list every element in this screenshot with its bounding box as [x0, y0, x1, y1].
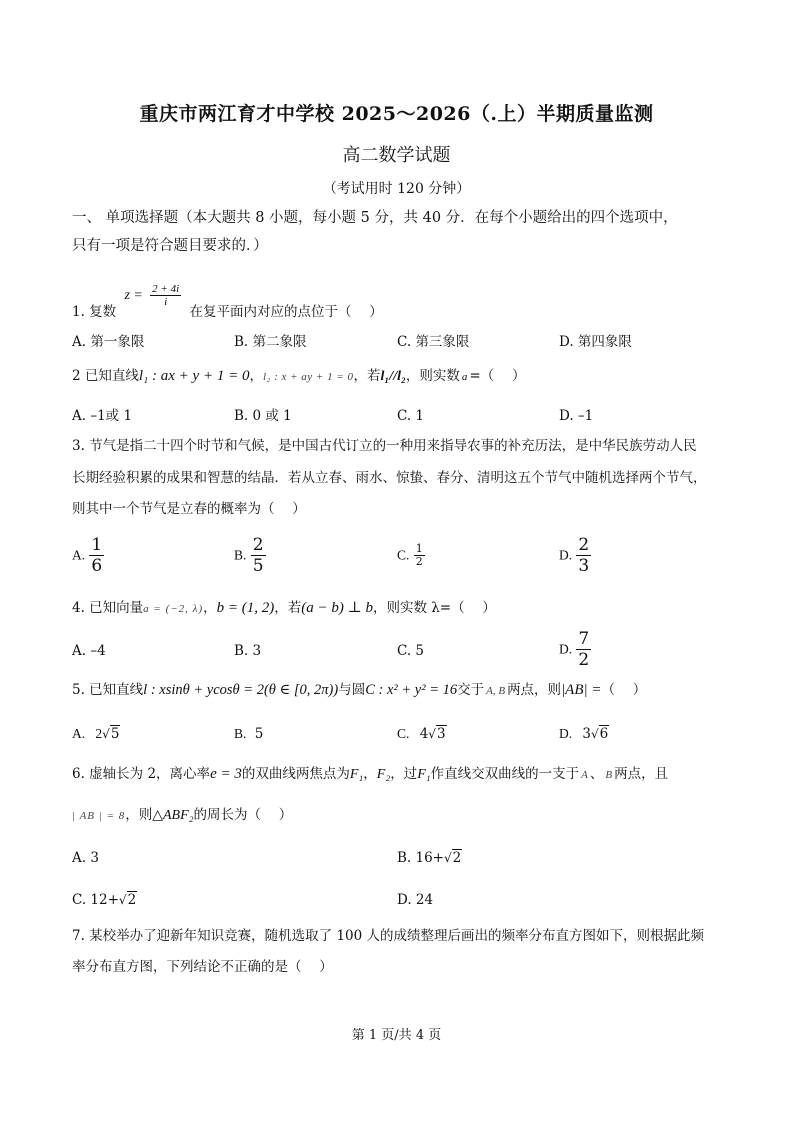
- q2-line2-eq: l₂ : x + ay + 1 = 0: [262, 371, 354, 383]
- exam-time-note: （考试用时 120 分钟）: [322, 181, 471, 197]
- question-1-stem: [72, 268, 383, 322]
- q6-line1-d: 作直线交双曲线的一支于: [430, 766, 580, 782]
- q4-option-a[interactable]: A. –4: [72, 643, 106, 659]
- q3-opt-a-den: 6: [91, 556, 103, 576]
- q6-option-b[interactable]: B. 16+√2: [397, 850, 462, 866]
- q2-mid: ，若: [353, 368, 381, 384]
- q6-triangle: △ABF₂: [152, 808, 194, 823]
- q5-opt-c-coef: 4: [419, 726, 429, 742]
- q6-point-b: B: [605, 769, 613, 781]
- q6-eccentricity: e = 3: [210, 766, 242, 782]
- q5-opt-c-label: C.: [397, 726, 410, 741]
- q6-opt-c-radicand: 2: [127, 892, 137, 908]
- q1-option-a[interactable]: A. 第一象限: [72, 334, 145, 350]
- q1-option-d[interactable]: D. 第四象限: [559, 334, 632, 350]
- section-heading-line1: 一、 单项选择题（本大题共 8 小题，每小题 5 分，共 40 分．在每个小题给出的四个选项中，: [72, 210, 678, 226]
- q2-option-b[interactable]: B. 0 或 1: [234, 408, 292, 424]
- q4-opt-d-den: 2: [578, 650, 590, 670]
- q5-end: （ ）: [601, 682, 647, 698]
- question-5-stem: [72, 680, 646, 701]
- q5-opt-a-label: A.: [72, 726, 86, 741]
- q5-abs: |AB| =: [561, 682, 602, 698]
- q3-opt-c-den: 2: [415, 555, 423, 568]
- q4-vector-a: a = (−2, λ): [143, 603, 204, 615]
- q4-condition: (a − b) ⊥ b: [301, 600, 373, 616]
- question-6-line1: [72, 764, 668, 785]
- q4-opt-d-num: 7: [578, 629, 590, 649]
- q7-line2: 率分布直方图，下列结论不正确的是（ ）: [72, 959, 333, 975]
- q5-suffix2: 两点，则: [507, 682, 562, 698]
- q3-opt-c-num: 1: [415, 542, 423, 555]
- q5-option-c[interactable]: C. 4√3: [397, 726, 446, 742]
- q3-opt-b-fraction: [251, 535, 266, 576]
- q5-opt-a-coef: 2: [95, 726, 103, 741]
- q2-condition: l₁//l₂: [380, 369, 406, 384]
- q3-option-d[interactable]: [559, 535, 591, 576]
- q5-option-a[interactable]: A. 2√5: [72, 726, 120, 742]
- q2-suffix: ，则实数: [405, 368, 460, 384]
- q7-line1: 7. 某校举办了迎新年知识竞赛，随机选取了 100 人的成绩整理后画出的频率分布直方图如下，则根据此频: [72, 928, 705, 944]
- q4-option-c[interactable]: C. 5: [397, 643, 425, 659]
- q2-end: =（ ）: [469, 368, 526, 384]
- q4-opt-d-label: D.: [559, 641, 573, 657]
- q6-line2-b: 的周长为（ ）: [193, 807, 293, 823]
- q3-opt-c-label: C.: [397, 547, 410, 563]
- q2-prefix: 2 已知直线: [72, 368, 139, 384]
- q2-sep: ，: [249, 368, 263, 384]
- q3-opt-d-fraction: [576, 535, 591, 576]
- page-footer: 第 1 页/共 4 页: [351, 1028, 442, 1043]
- q4-suffix: ，则实数 λ=（ ）: [372, 600, 496, 616]
- q6-opt-c-text: C. 12+: [72, 892, 119, 908]
- q5-opt-d-coef: 3: [582, 726, 592, 742]
- question-4-stem: [72, 598, 496, 619]
- q1-z-lhs: z =: [124, 287, 143, 303]
- q5-points: A, B: [486, 685, 506, 697]
- q6-f1-again: F₁: [417, 767, 431, 782]
- q1-option-c[interactable]: C. 第三象限: [397, 334, 470, 350]
- q3-line3: 则其中一个节气是立春的概率为（ ）: [72, 501, 306, 517]
- q5-opt-d-radicand: 6: [599, 726, 609, 742]
- q2-line1-eq: l₁ : ax + y + 1 = 0: [138, 368, 250, 384]
- q5-option-d[interactable]: D. 3√6: [559, 726, 609, 742]
- q5-circle-eq: C : x² + y² = 16: [365, 682, 458, 698]
- q6-f2: F₂: [376, 767, 391, 782]
- exam-subtitle: 高二数学试题: [342, 145, 451, 166]
- q6-dun: 、: [589, 766, 604, 782]
- q5-opt-c-radicand: 3: [436, 726, 446, 742]
- q3-option-b[interactable]: [234, 535, 266, 576]
- q6-line1-e: 两点，且: [614, 766, 669, 782]
- q6-sep: ，: [363, 766, 377, 782]
- q3-opt-b-label: B.: [234, 547, 247, 563]
- q5-opt-b-label: B.: [234, 726, 247, 741]
- q1-option-b[interactable]: B. 第二象限: [234, 334, 307, 350]
- q6-f1: F₁: [349, 767, 364, 782]
- q1-denominator: i: [164, 295, 168, 308]
- q1-fraction: [150, 283, 181, 308]
- q6-option-c[interactable]: C. 12+√2: [72, 892, 137, 908]
- q6-point-a: A: [581, 769, 588, 781]
- q5-option-b[interactable]: [234, 724, 263, 744]
- q5-line-eq: l : xsinθ + ycosθ = 2(θ ∈ [0, 2π)): [143, 682, 339, 698]
- q6-line2-a: ，则: [125, 807, 153, 823]
- q2-var: a: [461, 371, 468, 383]
- q1-prefix: 1. 复数: [72, 304, 117, 320]
- q3-opt-d-den: 3: [578, 556, 590, 576]
- q5-mid: 与圆: [338, 682, 366, 698]
- q5-opt-d-label: D.: [559, 726, 573, 741]
- question-6-line2: [72, 805, 292, 826]
- q3-opt-d-label: D.: [559, 547, 573, 563]
- q4-option-b[interactable]: B. 3: [234, 643, 262, 659]
- q4-option-d[interactable]: [559, 629, 591, 670]
- q4-vector-b: b = (1, 2): [216, 600, 275, 616]
- q1-numerator: 2 + 4i: [152, 282, 180, 295]
- q6-opt-b-radicand: 2: [452, 850, 462, 866]
- q2-option-c[interactable]: C. 1: [397, 408, 425, 424]
- q3-opt-b-den: 5: [252, 556, 264, 576]
- q6-line1-a: 6. 虚轴长为 2，离心率: [72, 766, 211, 782]
- q3-opt-a-label: A.: [72, 547, 86, 563]
- q6-option-a[interactable]: A. 3: [72, 850, 99, 866]
- q5-opt-b-value: 5: [254, 726, 264, 742]
- q3-line1: 3. 节气是指二十四个时节和气候，是中国古代订立的一种用来指导农事的补充历法，是中华民族劳动人民: [72, 438, 697, 454]
- q3-opt-d-num: 2: [578, 535, 590, 555]
- section-heading-line2: 只有一项是符合题目要求的．）: [72, 238, 268, 254]
- q3-opt-a-fraction: [89, 535, 104, 576]
- question-2-stem: [72, 366, 525, 387]
- q3-option-c[interactable]: [397, 543, 425, 568]
- q4-prefix: 4. 已知向量: [72, 600, 144, 616]
- q6-option-d[interactable]: D. 24: [397, 892, 434, 908]
- q3-line2: 长期经验积累的成果和智慧的结晶．若从立春、雨水、惊蛰、春分、清明这五个节气中随机选择两个节气，: [72, 470, 707, 486]
- q3-opt-b-num: 2: [252, 535, 264, 555]
- exam-title: 重庆市两江育才中学校 2025～2026（.上）半期质量监测: [139, 103, 654, 125]
- q5-opt-a-radicand: 5: [110, 726, 120, 742]
- q2-option-a[interactable]: A. –1或 1: [72, 408, 133, 424]
- q4-mid: ，若: [274, 600, 302, 616]
- q5-suffix: 交于: [457, 682, 485, 698]
- q5-prefix: 5. 已知直线: [72, 682, 144, 698]
- q6-ab-length: | AB | = 8: [72, 810, 126, 822]
- q3-option-a[interactable]: [72, 535, 104, 576]
- q3-opt-a-num: 1: [91, 535, 103, 555]
- q6-line1-c: ，过: [390, 766, 418, 782]
- q6-line1-b: 的双曲线两焦点为: [241, 766, 350, 782]
- q1-suffix: 在复平面内对应的点位于（ ）: [189, 304, 383, 320]
- q3-opt-c-fraction: [414, 543, 425, 568]
- q6-opt-b-text: B. 16+: [397, 850, 444, 866]
- q4-opt-d-fraction: [576, 629, 591, 670]
- q2-option-d[interactable]: D. –1: [559, 408, 594, 424]
- q4-sep: ，: [203, 600, 217, 616]
